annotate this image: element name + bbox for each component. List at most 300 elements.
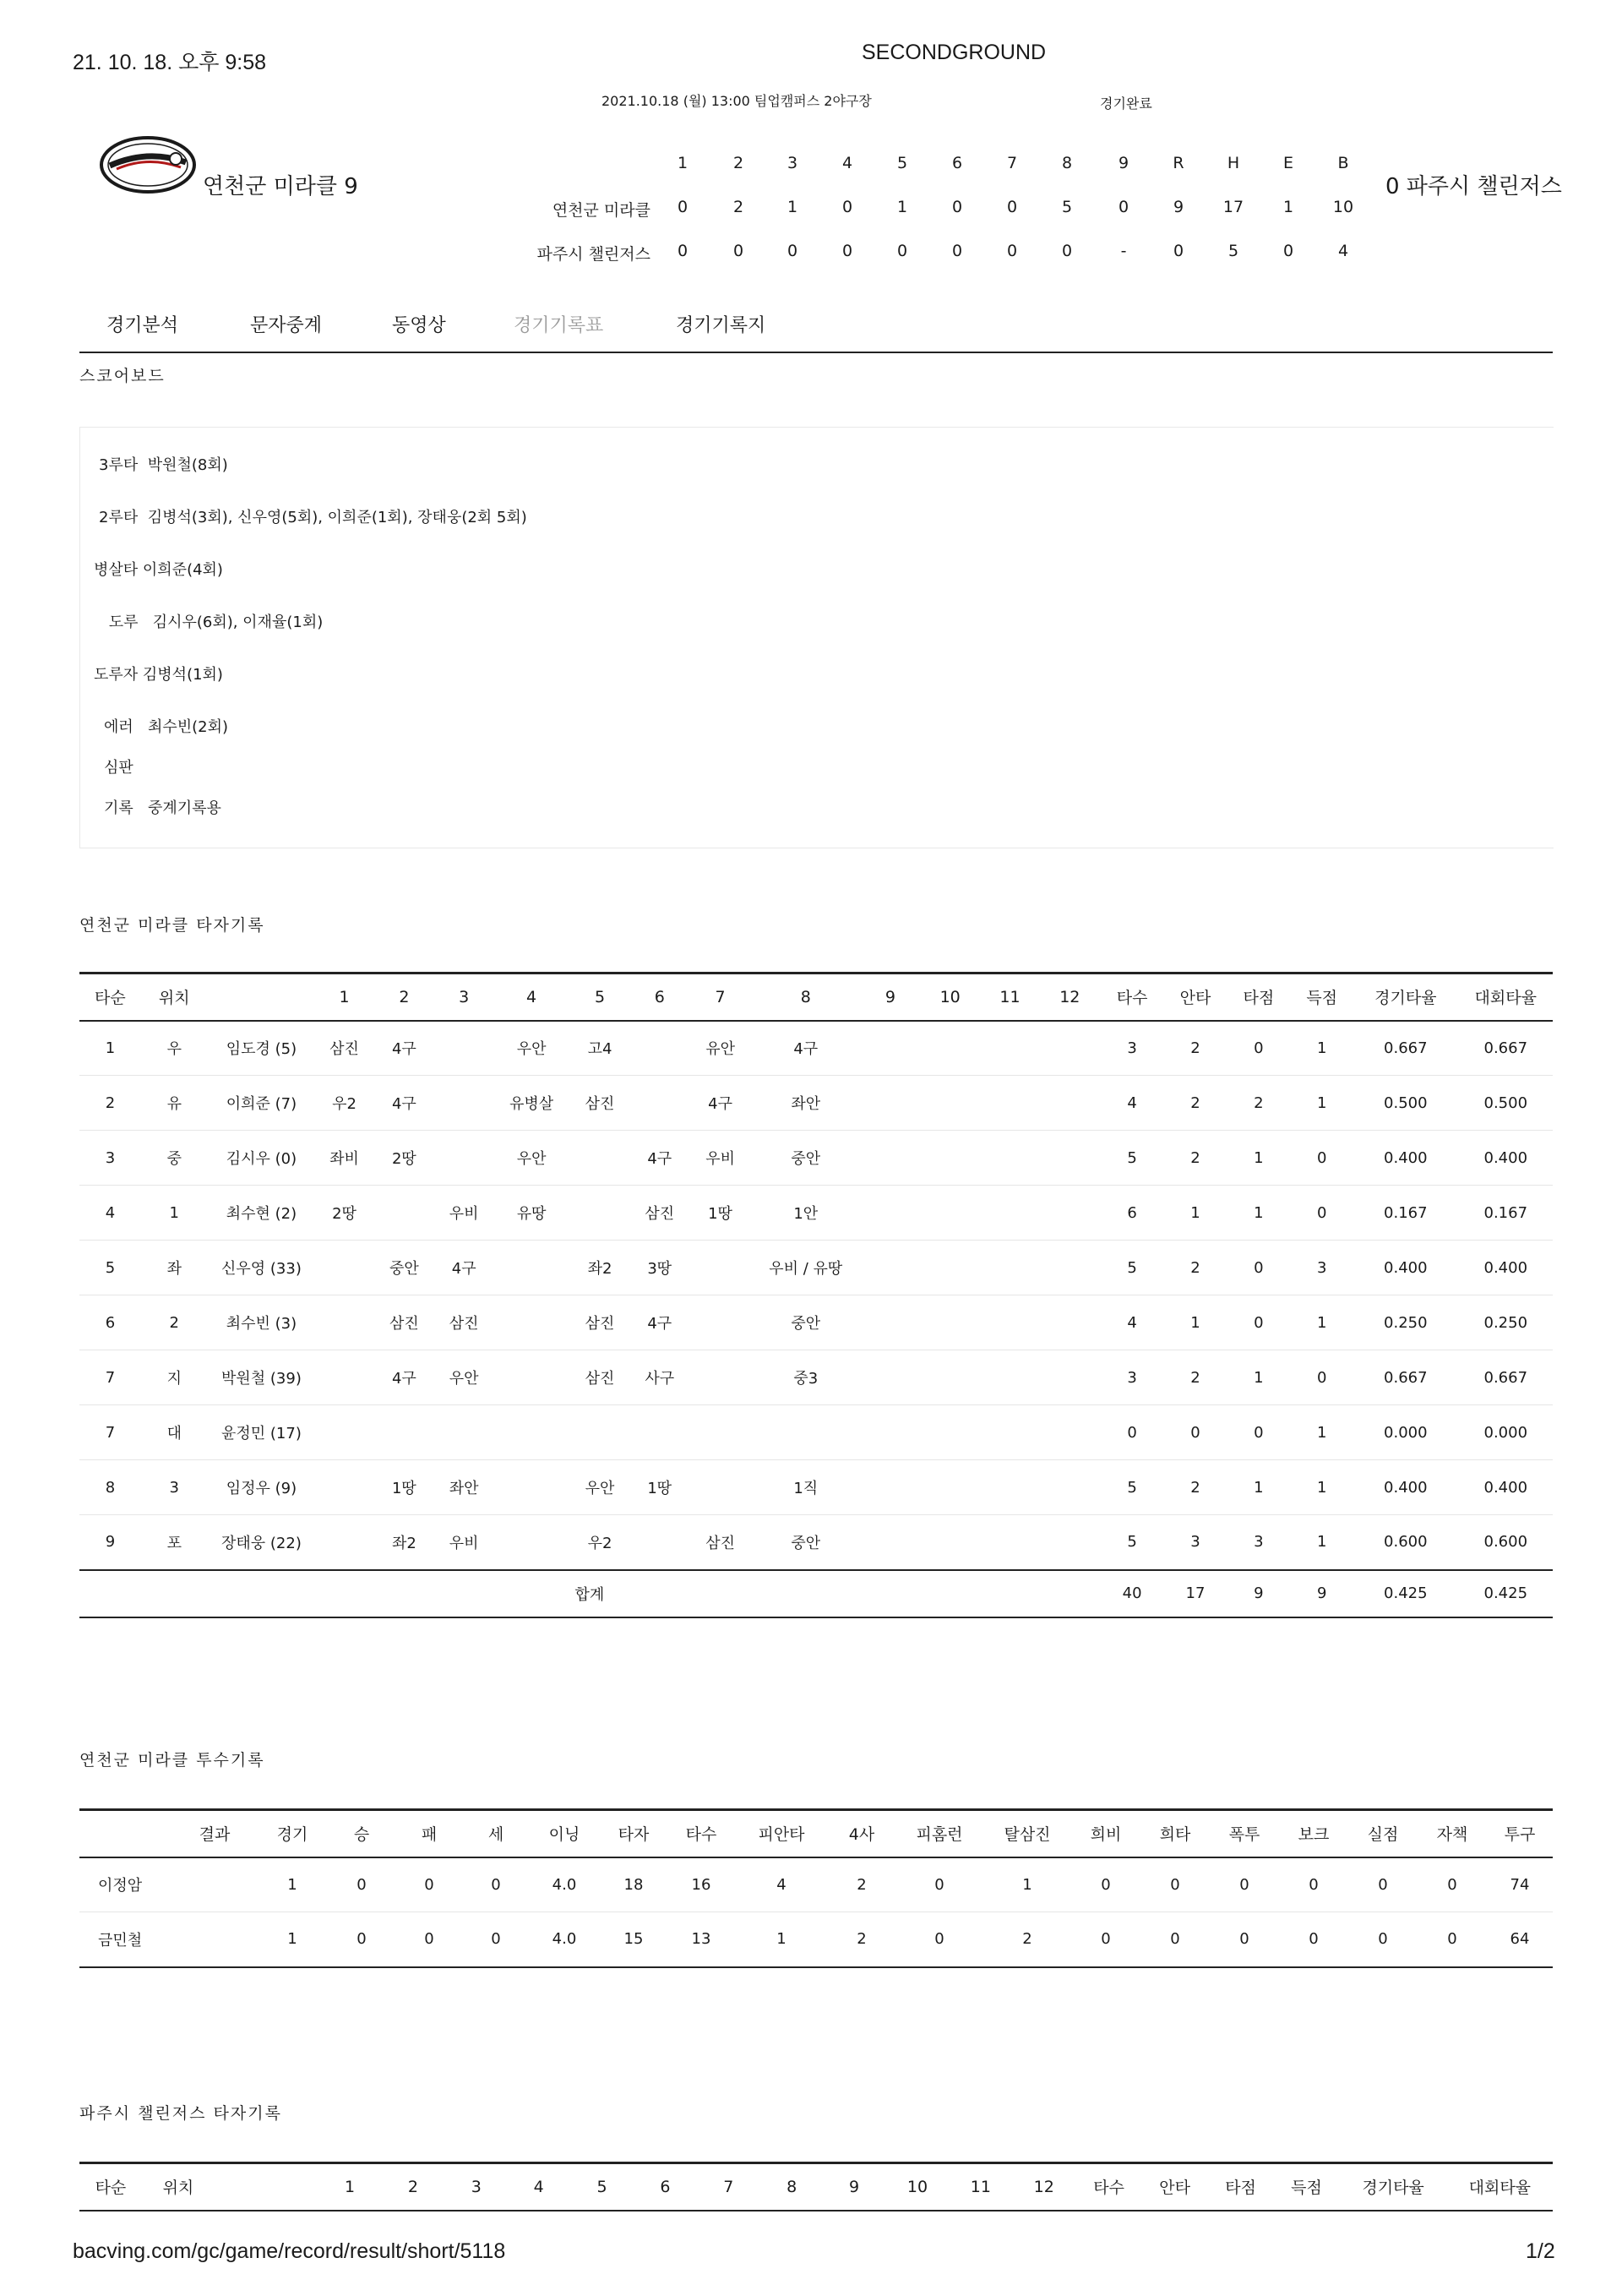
batter-cell: 2 (1254, 1093, 1264, 1112)
batter-name[interactable]: 박원철 (39) (221, 1370, 302, 1388)
total-label: 합계 (574, 1585, 605, 1604)
column-header: 6 (629, 973, 689, 1021)
batter-cell (920, 1295, 980, 1350)
batter-cell: 0.400 (1384, 1148, 1428, 1167)
batter-row (79, 1021, 1553, 1076)
column-header: 11 (980, 973, 1040, 1021)
batter-cell: 4구 (793, 1040, 819, 1059)
batter-cell: 4구 (647, 1150, 672, 1168)
batter-cell: 0.250 (1384, 1313, 1428, 1332)
batter-cell: 0 (1254, 1258, 1264, 1277)
batter-cell (570, 1405, 630, 1460)
batter-cell (980, 1460, 1040, 1515)
batter-cell: 0.600 (1483, 1533, 1528, 1552)
batter-cell: 2 (1190, 1093, 1200, 1112)
batter-cell (920, 1241, 980, 1295)
linescore-cell: 4 (1337, 242, 1349, 260)
batter-cell (689, 1460, 751, 1515)
tab-video[interactable]: 동영상 (392, 315, 446, 336)
batter-cell (493, 1241, 570, 1295)
batter-cell: 삼진 (705, 1534, 735, 1552)
linescore-cell: 0 (787, 242, 798, 260)
batter-cell: 5 (1127, 1533, 1137, 1552)
tab-record-sheet[interactable]: 경기기록지 (676, 315, 766, 336)
batter-cell: 1 (1190, 1203, 1200, 1222)
home-batting-table (79, 972, 1553, 1618)
pitcher-cell: 0 (1101, 1875, 1111, 1894)
pitcher-cell: 74 (1510, 1875, 1530, 1894)
home-pitching-title: 연천군 미라클 투수기록 (79, 1751, 265, 1770)
column-header: 안타 (1165, 973, 1227, 1021)
batter-cell: 1 (1316, 1533, 1327, 1552)
batter-cell: 0 (1190, 1423, 1200, 1442)
column-header: 폭투 (1210, 1810, 1279, 1857)
batter-cell: 2 (1190, 1039, 1200, 1057)
batter-cell: 우비 (449, 1534, 479, 1552)
pitcher-cell: 2 (857, 1930, 867, 1949)
pitcher-cell: 0 (491, 1875, 501, 1894)
batter-cell (435, 1076, 493, 1131)
column-header: 희비 (1071, 1810, 1140, 1857)
batter-cell (570, 1186, 630, 1241)
home-team-score[interactable]: 연천군 미라클 9 (203, 174, 358, 199)
linescore-header-cell: 2 (732, 154, 744, 172)
batter-name[interactable]: 임도경 (5) (226, 1040, 297, 1059)
batter-cell: 1 (1254, 1148, 1264, 1167)
linescore-header-cell: B (1337, 154, 1349, 172)
column-header: 2 (373, 973, 435, 1021)
batter-cell: 2 (105, 1093, 116, 1112)
column-header: 6 (660, 2177, 671, 2196)
batter-cell: 삼진 (329, 1040, 359, 1059)
linescore-cell: 0 (896, 242, 908, 260)
batter-cell: 2 (1190, 1258, 1200, 1277)
batter-cell (861, 1405, 921, 1460)
linescore-cell: 0 (677, 242, 689, 260)
batter-cell: 5 (1127, 1478, 1137, 1497)
batter-cell (629, 1021, 689, 1076)
column-header: 8 (751, 973, 860, 1021)
column-header: 타순 (95, 2179, 127, 2198)
record-tabs (79, 304, 1553, 353)
batter-cell: 0.400 (1384, 1258, 1428, 1277)
batter-cell: 0.400 (1483, 1258, 1528, 1277)
batter-cell: 중안 (791, 1315, 821, 1333)
batter-row (79, 1295, 1553, 1350)
column-header: 안타 (1159, 2179, 1190, 2198)
batter-cell: 우2 (332, 1095, 357, 1113)
batter-cell: 9 (105, 1533, 116, 1552)
total-at-bats: 40 (1122, 1584, 1142, 1602)
linescore-header-cell: 9 (1118, 154, 1129, 172)
batter-cell: 삼진 (389, 1315, 419, 1333)
batter-cell: 3 (1190, 1533, 1200, 1552)
linescore-cell: 0 (841, 242, 853, 260)
batter-cell: 0.400 (1483, 1148, 1528, 1167)
batter-cell (493, 1405, 570, 1460)
batter-cell: 1 (1316, 1313, 1327, 1332)
batter-cell (315, 1241, 373, 1295)
column-header: 타수 (1093, 2179, 1124, 2198)
batter-cell: 우안 (585, 1480, 615, 1497)
pitcher-cell: 18 (623, 1875, 644, 1894)
batter-cell (315, 1460, 373, 1515)
pitcher-cell: 1 (776, 1930, 787, 1949)
pitcher-cell: 16 (691, 1875, 711, 1894)
column-header: 승 (328, 1810, 395, 1857)
summary-umpire: 심판 (104, 759, 133, 777)
linescore-cell: 0 (841, 198, 853, 216)
column-header: 경기타율 (1353, 973, 1458, 1021)
linescore-cell: 1 (896, 198, 908, 216)
batter-cell: 0.667 (1483, 1039, 1528, 1057)
batter-cell: 0 (1254, 1423, 1264, 1442)
batter-cell (861, 1295, 921, 1350)
pitcher-name[interactable]: 이정암 (98, 1877, 143, 1895)
batter-cell: 1 (1316, 1478, 1327, 1497)
batter-cell: 우안 (449, 1370, 479, 1388)
batter-cell: 중3 (793, 1370, 819, 1388)
batter-cell (689, 1350, 751, 1405)
pitcher-cell: 0 (357, 1875, 367, 1894)
column-header: 3 (435, 973, 493, 1021)
batter-cell: 3 (1127, 1368, 1137, 1387)
linescore-header-cell: E (1282, 154, 1293, 172)
batter-cell: 0.600 (1384, 1533, 1428, 1552)
batter-cell: 4구 (708, 1095, 733, 1113)
pitcher-cell: 4.0 (552, 1930, 577, 1949)
batter-name[interactable]: 신우영 (33) (221, 1260, 302, 1278)
batter-cell (1040, 1350, 1100, 1405)
batter-cell: 7 (105, 1368, 116, 1387)
batter-cell (1040, 1295, 1100, 1350)
batter-cell: 유안 (705, 1040, 735, 1059)
batter-cell: 삼진 (585, 1315, 615, 1333)
linescore-cell: - (1120, 242, 1127, 260)
batter-cell: 0 (1254, 1313, 1264, 1332)
summary-triple: 3루타 박원철(8회) (99, 456, 228, 474)
batter-cell: 삼진 (449, 1315, 479, 1333)
column-header: 득점 (1291, 973, 1353, 1021)
batter-name[interactable]: 윤정민 (17) (221, 1425, 302, 1442)
column-header (215, 2163, 318, 2211)
linescore-header-cell: 5 (896, 154, 908, 172)
batter-cell (373, 1186, 435, 1241)
summary-steal: 도루 김시우(6회), 이재율(1회) (108, 614, 324, 631)
linescore-cell: 0 (1006, 242, 1018, 260)
batter-cell: 0.167 (1384, 1203, 1428, 1222)
batter-cell: 고4 (587, 1040, 612, 1059)
column-header: 타점 (1226, 973, 1291, 1021)
batter-cell: 우 (166, 1040, 182, 1059)
pitcher-cell: 0 (1101, 1930, 1111, 1949)
pitcher-cell: 1 (1022, 1875, 1032, 1894)
pitcher-cell: 2 (1022, 1930, 1032, 1949)
batter-cell: 3 (105, 1148, 116, 1167)
batter-cell (435, 1021, 493, 1076)
print-page-number: 1/2 (1526, 2239, 1555, 2263)
pitcher-cell: 2 (857, 1875, 867, 1894)
linescore-cell: 17 (1222, 198, 1244, 216)
batter-cell: 좌안 (791, 1095, 821, 1113)
batter-cell (1040, 1515, 1100, 1570)
batter-cell: 1땅 (708, 1205, 733, 1223)
pitcher-cell: 0 (1309, 1930, 1319, 1949)
batter-cell: 0.250 (1483, 1313, 1528, 1332)
column-header (79, 1810, 172, 1857)
linescore-cell: 5 (1227, 242, 1239, 260)
batter-cell: 우2 (587, 1534, 612, 1552)
batter-cell: 1 (1316, 1039, 1327, 1057)
batter-cell: 0 (1316, 1203, 1327, 1222)
batter-cell: 1 (1316, 1423, 1327, 1442)
linescore-cell: 0 (951, 242, 963, 260)
batter-row (79, 1460, 1553, 1515)
linescore-header-cell: 4 (841, 154, 853, 172)
batter-cell: 2 (1190, 1368, 1200, 1387)
batter-cell: 중안 (791, 1534, 821, 1552)
batter-cell: 0.500 (1483, 1093, 1528, 1112)
column-header: 대회타율 (1459, 973, 1553, 1021)
game-meta: 2021.10.18 (월) 13:00 팀업캠퍼스 2야구장 (601, 93, 872, 109)
batter-cell: 삼진 (585, 1095, 615, 1113)
batter-cell: 0.667 (1384, 1368, 1428, 1387)
summary-double-play: 병살타 이희준(4회) (94, 561, 223, 579)
pitcher-cell: 4 (776, 1875, 787, 1894)
batter-cell (570, 1131, 630, 1186)
batter-row (79, 1186, 1553, 1241)
batter-cell: 5 (105, 1258, 116, 1277)
linescore-header-cell: 3 (787, 154, 798, 172)
linescore-cell: 0 (1173, 242, 1184, 260)
batter-cell: 좌비 (329, 1150, 359, 1168)
batter-cell: 좌 (166, 1260, 182, 1278)
column-header: 5 (570, 973, 630, 1021)
batter-cell: 유병살 (509, 1095, 554, 1113)
column-header: 이닝 (529, 1810, 600, 1857)
batter-name[interactable]: 최수빈 (3) (226, 1315, 297, 1333)
column-header: 자책 (1418, 1810, 1487, 1857)
pitcher-cell: 0 (1378, 1930, 1388, 1949)
linescore-cell: 0 (1282, 242, 1294, 260)
batter-cell: 5 (1127, 1148, 1137, 1167)
batter-cell: 3 (169, 1478, 179, 1497)
linescore-cell: 10 (1332, 198, 1354, 216)
linescore-header-cell: 8 (1061, 154, 1073, 172)
batter-cell (315, 1405, 373, 1460)
batter-cell (920, 1186, 980, 1241)
batter-row (79, 1131, 1553, 1186)
pitcher-cell: 0 (934, 1930, 944, 1949)
batter-cell (493, 1460, 570, 1515)
batter-cell: 우비 (705, 1150, 735, 1168)
batter-cell: 3 (1254, 1533, 1264, 1552)
pitcher-cell: 0 (1239, 1875, 1249, 1894)
batter-cell (861, 1460, 921, 1515)
batter-cell: 4 (1127, 1313, 1137, 1332)
batter-cell: 1 (1254, 1203, 1264, 1222)
batter-cell: 3땅 (647, 1260, 672, 1278)
column-header: 투구 (1487, 1810, 1553, 1857)
batter-cell (980, 1241, 1040, 1295)
game-status: 경기완료 (1100, 95, 1152, 112)
home-pitching-table (79, 1808, 1553, 1968)
column-header: 10 (906, 2177, 928, 2196)
print-site-title: SECONDGROUND (862, 41, 1047, 64)
column-header: 4사 (828, 1810, 895, 1857)
linescore-header-cell: 7 (1006, 154, 1018, 172)
pitcher-cell: 1 (287, 1875, 297, 1894)
column-header: 4 (533, 2177, 544, 2196)
batter-name[interactable]: 김시우 (0) (226, 1150, 297, 1168)
batter-cell (629, 1405, 689, 1460)
total-game-avg: 0.425 (1384, 1584, 1428, 1602)
batter-cell (1040, 1241, 1100, 1295)
column-header: 5 (596, 2177, 607, 2196)
batter-cell: 0 (1254, 1039, 1264, 1057)
linescore-cell: 5 (1061, 198, 1073, 216)
column-header: 세 (463, 1810, 529, 1857)
batter-cell (980, 1405, 1040, 1460)
batter-cell (920, 1515, 980, 1570)
summary-recorder: 기록 중계기록용 (104, 799, 221, 817)
pitcher-cell: 0 (1378, 1875, 1388, 1894)
batter-cell (920, 1131, 980, 1186)
batter-name[interactable]: 장태웅 (22) (221, 1534, 302, 1552)
batter-name[interactable]: 이희준 (7) (226, 1095, 297, 1113)
column-header: 보크 (1279, 1810, 1348, 1857)
column-header: 12 (1033, 2177, 1054, 2196)
batter-cell: 0 (1316, 1148, 1327, 1167)
column-header: 타수 (667, 1810, 735, 1857)
column-header: 타자 (600, 1810, 667, 1857)
batter-cell (920, 1076, 980, 1131)
batter-cell: 2땅 (332, 1205, 357, 1223)
batter-cell: 2땅 (391, 1150, 416, 1168)
away-batting-title: 파주시 챌린저스 타자기록 (79, 2104, 282, 2123)
batter-name[interactable]: 최수현 (2) (226, 1205, 297, 1223)
batter-cell (629, 1076, 689, 1131)
tab-record-table[interactable]: 경기기록표 (514, 315, 604, 336)
batter-cell: 0.000 (1483, 1423, 1528, 1442)
total-rbi: 9 (1254, 1584, 1264, 1602)
batter-cell: 4구 (647, 1315, 672, 1333)
batter-cell: 6 (1127, 1203, 1137, 1222)
column-header: 타점 (1225, 2179, 1256, 2198)
batter-cell (689, 1405, 751, 1460)
batter-cell: 2 (1190, 1478, 1200, 1497)
batter-cell: 8 (105, 1478, 116, 1497)
batter-cell: 1땅 (391, 1480, 416, 1497)
home-batting-total (79, 1570, 1553, 1617)
tab-game-analysis[interactable]: 경기분석 (106, 315, 179, 336)
batter-cell: 1 (105, 1039, 116, 1057)
tab-text-broadcast[interactable]: 문자중계 (250, 315, 323, 336)
batter-cell: 7 (105, 1423, 116, 1442)
batter-cell: 사구 (645, 1370, 675, 1388)
batter-cell (980, 1515, 1040, 1570)
batter-cell (315, 1295, 373, 1350)
pitcher-row (79, 1912, 1553, 1967)
batter-cell (435, 1131, 493, 1186)
column-header: 10 (920, 973, 980, 1021)
batter-cell: 1 (1316, 1093, 1327, 1112)
batter-cell: 4구 (451, 1260, 476, 1278)
batter-cell: 0 (1316, 1368, 1327, 1387)
batter-cell (920, 1405, 980, 1460)
batter-cell (861, 1021, 921, 1076)
batter-cell: 0.000 (1384, 1423, 1428, 1442)
game-summary-box (79, 427, 1554, 848)
batter-cell: 1 (1254, 1368, 1264, 1387)
batter-cell (493, 1350, 570, 1405)
batter-cell (629, 1515, 689, 1570)
batter-cell (1040, 1405, 1100, 1460)
column-header: 3 (471, 2177, 482, 2196)
batter-name[interactable]: 임정우 (9) (226, 1480, 297, 1497)
batter-cell (980, 1076, 1040, 1131)
linescore-cell: 0 (1006, 198, 1018, 216)
column-header: 위치 (162, 2179, 194, 2198)
batter-cell (980, 1350, 1040, 1405)
home-pitching-header (79, 1810, 1553, 1857)
column-header: 타순 (79, 973, 141, 1021)
batter-cell: 중안 (791, 1150, 821, 1168)
batter-cell: 4 (105, 1203, 116, 1222)
linescore-cell: 0 (732, 242, 744, 260)
pitcher-cell: 1 (287, 1930, 297, 1949)
batter-cell: 삼진 (645, 1205, 675, 1223)
linescore-header-cell: 6 (951, 154, 963, 172)
linescore-header-cell: R (1173, 154, 1184, 172)
batter-cell (1040, 1131, 1100, 1186)
batter-cell (920, 1021, 980, 1076)
column-header: 8 (787, 2177, 797, 2196)
linescore-header-cell: H (1227, 154, 1240, 172)
print-url: bacving.com/gc/game/record/result/short/5118 (73, 2239, 506, 2263)
batter-cell: 5 (1127, 1258, 1137, 1277)
batter-cell: 0.167 (1483, 1203, 1528, 1222)
pitcher-cell: 0 (491, 1930, 501, 1949)
away-batting-table (79, 2162, 1553, 2211)
batter-cell: 우비 (449, 1205, 479, 1223)
away-batting-header (79, 2163, 1553, 2211)
away-team-score[interactable]: 0 파주시 챌린저스 (1385, 174, 1562, 199)
pitcher-cell: 0 (1170, 1930, 1180, 1949)
column-header: 실점 (1348, 1810, 1418, 1857)
batter-cell: 좌2 (391, 1534, 416, 1552)
column-header: 9 (849, 2177, 860, 2196)
column-header (208, 973, 315, 1021)
batter-cell: 4구 (391, 1370, 416, 1388)
column-header: 1 (345, 2177, 356, 2196)
column-header: 11 (970, 2177, 991, 2196)
linescore-team-name: 파주시 챌린저스 (536, 245, 650, 264)
pitcher-cell: 0 (1447, 1930, 1457, 1949)
batter-cell: 0.400 (1384, 1478, 1428, 1497)
linescore-cell: 1 (1282, 198, 1294, 216)
pitcher-cell: 15 (623, 1930, 644, 1949)
batter-row (79, 1515, 1553, 1570)
batter-cell (980, 1021, 1040, 1076)
column-header: 결과 (172, 1810, 257, 1857)
linescore-cell: 0 (1061, 242, 1073, 260)
batter-cell: 우비 / 유땅 (769, 1260, 843, 1278)
batter-cell (493, 1295, 570, 1350)
pitcher-name[interactable]: 금민철 (98, 1931, 143, 1950)
batter-cell: 포 (166, 1534, 182, 1552)
pitcher-cell: 0 (934, 1875, 944, 1894)
